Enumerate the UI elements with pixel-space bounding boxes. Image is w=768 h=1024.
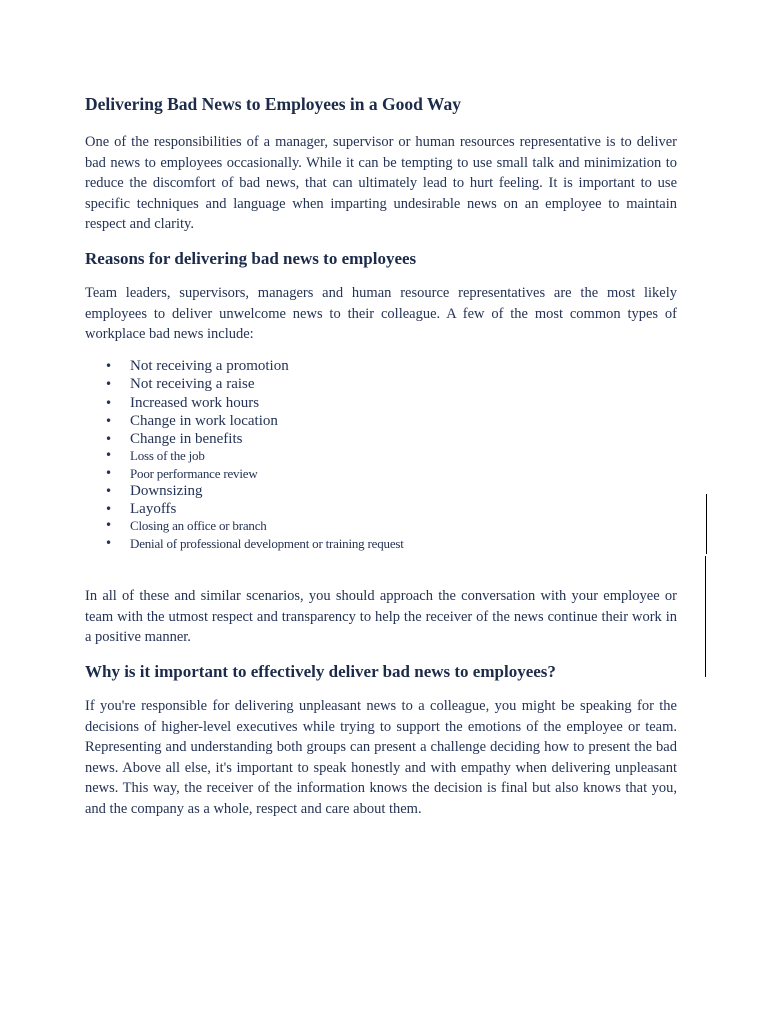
list-item: • Layoffs bbox=[85, 501, 677, 518]
why-heading: Why is it important to effectively deliver bad news to employees? bbox=[85, 662, 556, 682]
why-paragraph: If you're responsible for delivering unpleasant news to a colleague, you might be speaking for the decisions of higher-level executives while trying to support the emotions of the employee or team. Representing and understanding both groups can present a challenge deciding how to present the bad news. Above all else, it's important to speak honestly and with empathy when delivering unpleasant news. This way, the receiver of the information knows the decision is final but also knows that you, and the company as a whole, respect and care about them. bbox=[85, 698, 677, 817]
list-item: • Poor performance review bbox=[85, 465, 677, 483]
list-item: • Increased work hours bbox=[85, 394, 677, 413]
list-item: • Change in benefits bbox=[85, 431, 677, 448]
list-item: • Loss of the job bbox=[85, 447, 677, 465]
list-item: • Change in work location bbox=[85, 412, 677, 431]
list-item: • Not receiving a promotion bbox=[85, 357, 677, 376]
intro-paragraph: One of the responsibilities of a manager, supervisor or human resources representative is to deliver bad news to employees occasionally. While it can be tempting to use small talk and minimization to reduce the discomfort of bad news, that can ultimately lead to hurt feeling. It is important to use specific techniques and language when imparting undesirable news on an employee to maintain respect and clarity. bbox=[85, 134, 677, 233]
reasons-heading: Reasons for delivering bad news to employees bbox=[85, 248, 417, 268]
list-item: • Denial of professional development or training request bbox=[85, 535, 677, 553]
margin-rule bbox=[706, 494, 707, 554]
list-item: • Not receiving a raise bbox=[85, 375, 677, 394]
list-item: • Closing an office or branch bbox=[85, 517, 677, 535]
document-page bbox=[85, 92, 677, 820]
reasons-paragraph: Team leaders, supervisors, managers and human resource representatives are the most likely employees to deliver unwelcome news to their colleague. A few of the most common types of workplace bad news include: bbox=[85, 284, 677, 343]
scenarios-paragraph: In all of these and similar scenarios, you should approach the conversation with your employee or team with the utmost respect and transparency to help the receiver of the news continue their work in a positive manner. bbox=[85, 588, 677, 646]
bad-news-list bbox=[85, 357, 677, 553]
margin-rule bbox=[705, 556, 706, 677]
list-item: • Downsizing bbox=[85, 482, 677, 501]
document-title: Delivering Bad News to Employees in a Good Way bbox=[85, 94, 461, 114]
